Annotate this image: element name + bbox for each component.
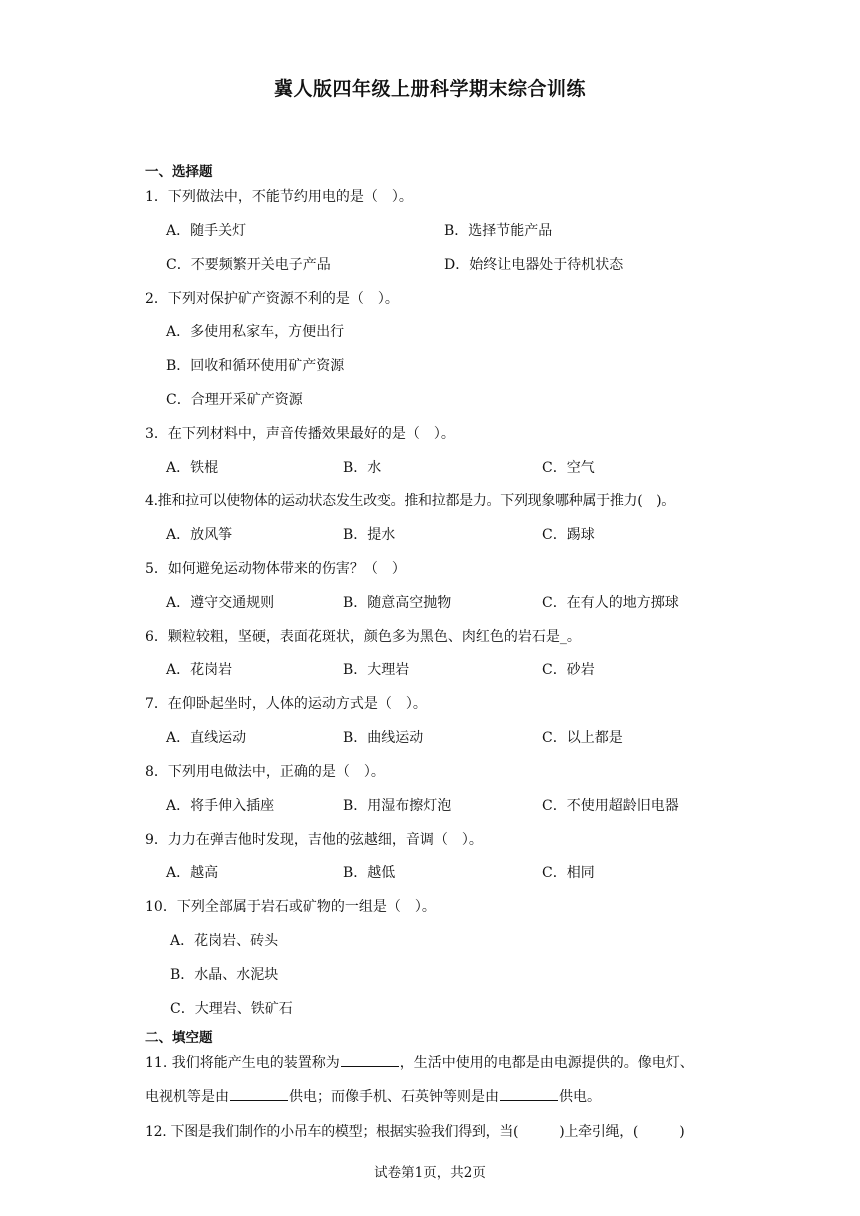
question-8-option-a: A．将手伸入插座 [166,798,275,814]
question-8-stem: 8．下列用电做法中，正确的是（ ）。 [145,764,385,780]
question-1-option-a: A．随手关灯 [166,223,247,239]
question-11-text-2: ，生活中使用的电都是由电源提供的。像电灯、 [399,1055,694,1071]
question-6-option-b: B．大理岩 [343,662,410,678]
question-11-text-5: 供电。 [559,1089,601,1105]
question-4-option-c: C．踢球 [542,527,595,543]
question-11-text-4: 供电；而像手机、石英钟等则是由 [289,1089,499,1105]
question-1-option-d: D．始终让电器处于待机状态 [444,257,624,273]
page-title: 冀人版四年级上册科学期末综合训练 [273,78,586,100]
question-7-option-a: A．直线运动 [166,730,247,746]
question-3-option-c: C．空气 [542,460,595,476]
question-1-stem: 1．下列做法中，不能节约用电的是（ ）。 [145,189,413,205]
section-heading-choice: 一、选择题 [145,164,213,180]
page-footer: 试卷第1页，共2页 [374,1165,486,1181]
question-11-text-1: 11. 我们将能产生电的装置称为 [145,1055,340,1071]
question-5-stem: 5．如何避免运动物体带来的伤害？（ ） [145,561,406,577]
answer-blank[interactable] [341,1052,399,1067]
question-7-option-c: C．以上都是 [542,730,623,746]
question-2-option-a: A．多使用私家车，方便出行 [166,324,345,340]
question-9-option-a: A．越高 [166,865,219,881]
question-7-option-b: B．曲线运动 [343,730,424,746]
question-3-option-a: A．铁棍 [166,460,219,476]
question-9-option-c: C．相同 [542,865,595,881]
question-5-option-a: A．遵守交通规则 [166,595,275,611]
question-10-option-c: C．大理岩、铁矿石 [170,1001,293,1017]
question-2-stem: 2．下列对保护矿产资源不利的是（ ）。 [145,291,399,307]
question-3-option-b: B．水 [343,460,382,476]
question-9-stem: 9．力力在弹吉他时发现，吉他的弦越细，音调（ ）。 [145,832,483,848]
question-5-option-c: C．在有人的地方掷球 [542,595,679,611]
answer-blank[interactable] [500,1086,558,1101]
question-2-option-b: B．回收和循环使用矿产资源 [166,358,345,374]
question-10-option-a: A．花岗岩、砖头 [170,933,279,949]
question-4-option-b: B．提水 [343,527,396,543]
question-4-stem: 4.推和拉可以使物体的运动状态发生改变。推和拉都是力。下列现象哪种属于推力( )。 [145,493,675,509]
question-6-option-a: A．花岗岩 [166,662,233,678]
question-1-option-c: C．不要频繁开关电子产品 [166,257,331,273]
question-11-line-1 [145,1052,694,1072]
question-3-stem: 3．在下列材料中，声音传播效果最好的是（ ）。 [145,426,455,442]
question-4-option-a: A．放风筝 [166,527,233,543]
question-6-option-c: C．砂岩 [542,662,595,678]
question-2-option-c: C．合理开采矿产资源 [166,392,303,408]
question-1-option-b: B．选择节能产品 [444,223,553,239]
question-11-text-3: 电视机等是由 [145,1089,229,1105]
question-6-stem: 6．颗粒较粗，坚硬，表面花斑状，颜色多为黑色、肉红色的岩石是_。 [145,629,581,645]
answer-blank[interactable] [230,1086,288,1101]
question-7-stem: 7．在仰卧起坐时，人体的运动方式是（ ）。 [145,696,427,712]
question-12-stem: 12. 下图是我们制作的小吊车的模型；根据实验我们得到，当( )上牵引绳，( ) [145,1124,685,1140]
section-heading-fill: 二、填空题 [145,1030,213,1046]
question-9-option-b: B．越低 [343,865,396,881]
question-10-option-b: B．水晶、水泥块 [170,967,279,983]
question-11-line-2 [145,1086,601,1106]
question-5-option-b: B．随意高空抛物 [343,595,452,611]
question-10-stem: 10．下列全部属于岩石或矿物的一组是（ ）。 [145,899,436,915]
question-8-option-c: C．不使用超龄旧电器 [542,798,679,814]
question-8-option-b: B．用湿布擦灯泡 [343,798,452,814]
